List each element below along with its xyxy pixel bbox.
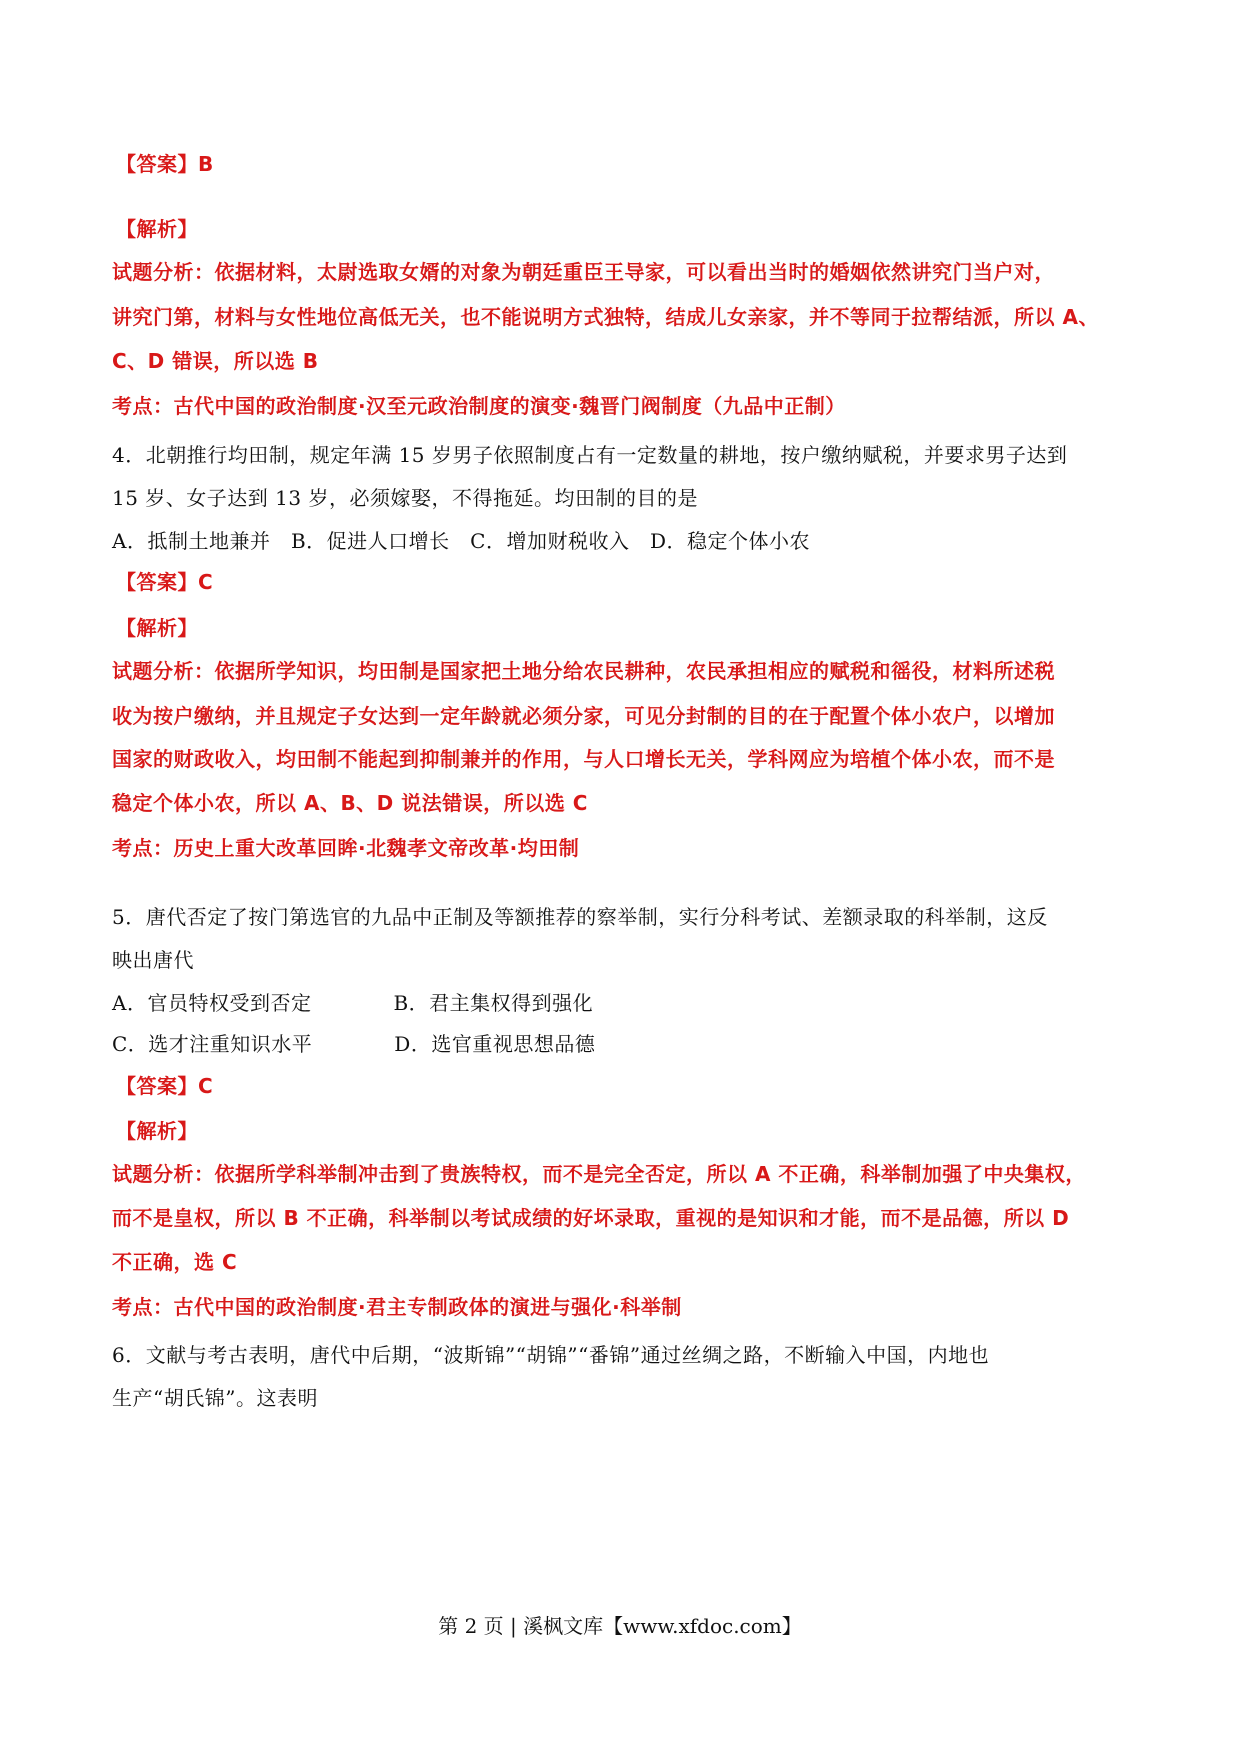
keypoint-line: 考点：历史上重大改革回眸·北魏孝文帝改革·均田制 [112, 836, 580, 860]
analysis-line: 试题分析：依据所学科举制冲击到了贵族特权，而不是完全否定，所以 A 不正确，科举制加强了中央集权， [112, 1162, 1086, 1186]
options-line: C．选才注重知识水平 D．选官重视思想品德 [112, 1032, 596, 1056]
analysis-line: 稳定个体小农，所以 A、B、D 说法错误，所以选 C [112, 791, 588, 815]
keypoint-line: 考点：古代中国的政治制度·汉至元政治制度的演变·魏晋门阀制度（九品中正制） [112, 394, 846, 418]
analysis-line: C、D 错误，所以选 B [112, 349, 319, 373]
page-footer: 第 2 页 | 溪枫文库【www.xfdoc.com】 [438, 1614, 802, 1638]
answer-label: 【答案】C [116, 570, 214, 594]
question-line: 15 岁、女子达到 13 岁，必须嫁娶，不得拖延。均田制的目的是 [112, 486, 698, 510]
analysis-line: 试题分析：依据所学知识，均田制是国家把土地分给农民耕种，农民承担相应的赋税和徭役，材料所述税 [112, 659, 1055, 683]
keypoint-line: 考点：古代中国的政治制度·君主专制政体的演进与强化·科举制 [112, 1295, 682, 1319]
analysis-line: 讲究门第，材料与女性地位高低无关，也不能说明方式独特，结成儿女亲家，并不等同于拉帮结派，所以 A、 [112, 305, 1099, 329]
question-line: 6．文献与考古表明，唐代中后期，“波斯锦”“胡锦”“番锦”通过丝绸之路，不断输入中国，内地也 [112, 1343, 990, 1367]
analysis-line: 国家的财政收入，均田制不能起到抑制兼并的作用，与人口增长无关，学科网应为培植个体小农，而不是 [112, 747, 1055, 771]
analysis-line: 收为按户缴纳，并且规定子女达到一定年龄就必须分家，可见分封制的目的在于配置个体小农户，以增加 [112, 704, 1055, 728]
analysis-heading: 【解析】 [116, 1119, 198, 1143]
question-line: 生产“胡氏锦”。这表明 [112, 1386, 318, 1410]
options-line: A．抵制土地兼并 B．促进人口增长 C．增加财税收入 D．稳定个体小农 [112, 529, 810, 553]
analysis-heading: 【解析】 [116, 616, 198, 640]
question-line: 5．唐代否定了按门第选官的九品中正制及等额推荐的察举制，实行分科考试、差额录取的科举制，这反 [112, 905, 1048, 929]
analysis-line: 不正确，选 C [112, 1250, 238, 1274]
answer-label: 【答案】C [116, 1074, 214, 1098]
options-line: A．官员特权受到否定 B．君主集权得到强化 [112, 991, 594, 1015]
question-line: 4．北朝推行均田制，规定年满 15 岁男子依照制度占有一定数量的耕地，按户缴纳赋税，并要求男子达到 [112, 443, 1068, 467]
answer-label: 【答案】B [116, 152, 214, 176]
analysis-line: 而不是皇权，所以 B 不正确，科举制以考试成绩的好坏录取，重视的是知识和才能，而不是品德，所以 D [112, 1206, 1070, 1230]
analysis-line: 试题分析：依据材料，太尉选取女婿的对象为朝廷重臣王导家，可以看出当时的婚姻依然讲究门当户对， [112, 260, 1055, 284]
analysis-heading: 【解析】 [116, 217, 198, 241]
question-line: 映出唐代 [112, 948, 194, 972]
